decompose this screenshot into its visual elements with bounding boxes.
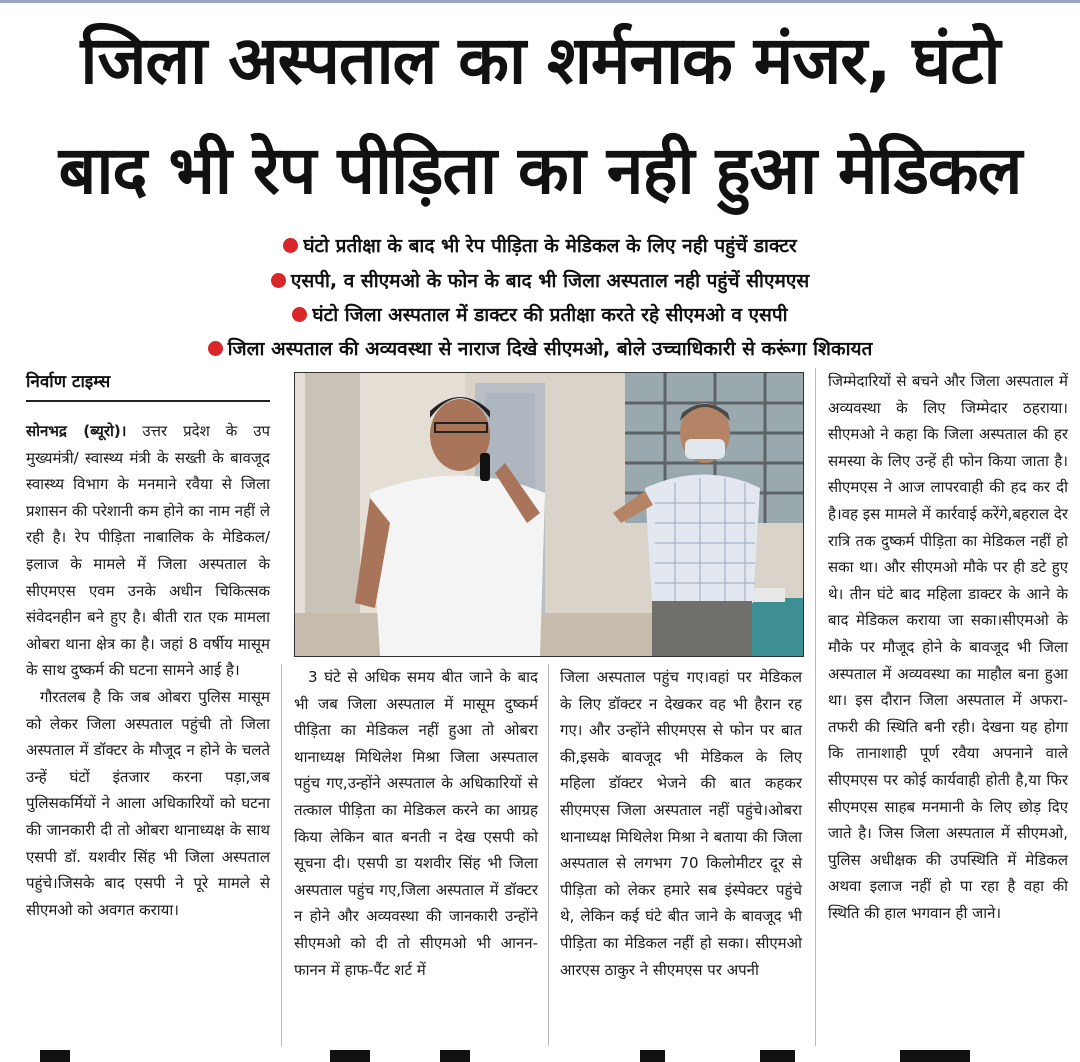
- column-divider: [548, 664, 549, 1046]
- subhead-bullet-1: [0, 233, 1080, 259]
- red-bullet-icon: [283, 238, 298, 253]
- article-column-3: [560, 664, 802, 983]
- byline-rule: [26, 400, 270, 402]
- subhead-bullet-2: [0, 268, 1080, 294]
- subhead-bullet-3: [0, 302, 1080, 328]
- column-divider: [281, 664, 282, 1046]
- headline-line-1: जिला अस्पताल का शर्मनाक मंजर, घंटो: [80, 22, 1000, 99]
- top-rule: [0, 0, 1080, 3]
- red-bullet-icon: [271, 273, 286, 288]
- paragraph: उत्तर प्रदेश के उप मुख्यमंत्री/ स्वास्थ्य मंत्री के सख्ती के बावजूद स्वास्थ्य विभाग के मनमाने रवैया से जिला प्रशासन की परेशानी कम होने का नाम नहीं ले रही है। रेप पीड़िता नाबालिक के मेडिकल/इलाज के मामले में जिला अस्पताल के सीएमएस एवम उनके अधीन चिकित्सक संवेदनहीन बने हुए है। बीती रात एक मामला ओबरा थाना क्षेत्र का है। जहां 8 वर्षीय मासूम के साथ दुष्कर्म की घटना सामने आई है।: [26, 422, 270, 680]
- subhead-text: घंटो प्रतीक्षा के बाद भी रेप पीड़िता के मेडिकल के लिए नही पहुंचें डाक्टर: [303, 235, 797, 257]
- red-bullet-icon: [208, 341, 223, 356]
- subhead-bullet-4: [0, 336, 1080, 362]
- paragraph: जिला अस्पताल पहुंच गए।वहां पर मेडिकल के लिए डॉक्टर न देखकर वह भी हैरान रह गए। और उन्होंने सीएमएस से फोन पर बात की,इसके बावजूद भी मेडिकल के लिए महिला डॉक्टर भेजने की बात कहकर सीएमएस जिला अस्पताल नहीं पहुंचे।ओबरा थानाध्यक्ष मिथिलेश मिश्रा ने बताया की जिला अस्पताल से लगभग 70 किलोमीटर दूर से पीड़िता को लेकर हमारे सब इंस्पेक्टर पहुंचे थे, लेकिन कई घंटे बीत जाने के बावजूद भी पीड़िता का मेडिकल नहीं हो सका। सीएमओ आरएस ठाकुर ने सीएमएस पर अपनी: [560, 668, 802, 979]
- next-headline-cropped: [0, 1046, 1080, 1062]
- headline-line-2: बाद भी रेप पीड़िता का नही हुआ मेडिकल: [58, 132, 1022, 209]
- paragraph: 3 घंटे से अधिक समय बीत जाने के बाद भी जब जिला अस्पताल में मासूम दुष्कर्म पीड़िता का मेडिकल नहीं हुआ तो ओबरा थानाध्यक्ष मिथिलेश मिश्रा जिला अस्पताल पहुंच गए,उन्होंने अस्पताल के अधिकारियों से तत्काल पीड़िता का मेडिकल करने का आग्रह किया लेकिन बात बनती न देख एसपी को सूचना दी। एसपी डा यशवीर सिंह भी जिला अस्पताल पहुंच गए,जिला अस्पताल में डॉक्टर न होने और अव्यवस्था की जानकारी उन्होंने सीएमओ को दी तो सीएमओ भी आनन-फानन में हाफ-पैंट शर्ट में: [294, 668, 538, 979]
- article-column-4: [828, 368, 1068, 926]
- subhead-text: जिला अस्पताल की अव्यवस्था से नाराज दिखे सीएमओ, बोले उच्चाधिकारी से करूंगा शिकायत: [227, 338, 873, 360]
- dateline: सोनभद्र (ब्यूरो)।: [26, 422, 127, 440]
- subhead-text: घंटो जिला अस्पताल में डाक्टर की प्रतीक्षा करते रहे सीएमओ व एसपी: [312, 304, 788, 326]
- paragraph: गौरतलब है कि जब ओबरा पुलिस मासूम को लेकर जिला अस्पताल पहुंची तो जिला अस्पताल में डॉक्टर के मौजूद न होने के चलते उन्हें घंटों इंतजार करना पड़ा,जब पुलिसकर्मियों ने आला अधिकारियों को घटना की जानकारी दी तो ओबरा थानाध्यक्ष के साथ एसपी डॉ. यशवीर सिंह भी जिला अस्पताल पहुंचे।जिसके बाद एसपी ने पूरे मामले से सीएमओ को अवगत कराया।: [26, 687, 270, 919]
- article-column-1: [26, 418, 270, 923]
- news-photo: [294, 372, 804, 657]
- paragraph: जिम्मेदारियों से बचने और जिला अस्पताल में अव्यवस्था के लिए जिम्मेदार ठहराया। सीएमओ ने कहा कि जिला अस्पताल की हर समस्या के लिए उन्हें ही फोन किया जाता है। सीएमएस ने आज लापरवाही की हद कर दी है।वह इस मामले में कार्रवाई करेंगे,बहराल देर रात्रि तक दुष्कर्म पीड़िता का मेडिकल नहीं हो सका था। और सीएमओ मौके पर ही डटे हुए थे। तीन घंटे बाद महिला डाक्टर के आने के बाद मेडिकल कराया जा सका।सीएमओ के मौके पर मौजूद होने के बावजूद भी जिला अस्पताल में अव्यवस्था का माहौल बना हुआ था। इस दौरान जिला अस्पताल में अफरा-तफरी की स्थिति बनी रही। देखना यह होगा कि तानाशाही पूर्ण रवैया अपनाने वाले सीएमएस पर कोई कार्यवाही होती है,या फिर सीएमएस साहब मनमानी के लिए छोड़ दिए जाते है। जिस जिला अस्पताल में सीएमओ, पुलिस अधीक्षक की उपस्थिति में मेडिकल अथवा इलाज नहीं हो पा रहा है वहा की स्थिति की हाल भगवान ही जाने।: [828, 372, 1068, 922]
- column-divider: [815, 368, 816, 1046]
- byline: निर्वाण टाइम्स: [26, 372, 111, 392]
- red-bullet-icon: [292, 307, 307, 322]
- article-column-2: [294, 664, 538, 983]
- subhead-text: एसपी, व सीएमओ के फोन के बाद भी जिला अस्पताल नही पहुंचें सीएमएस: [290, 270, 810, 292]
